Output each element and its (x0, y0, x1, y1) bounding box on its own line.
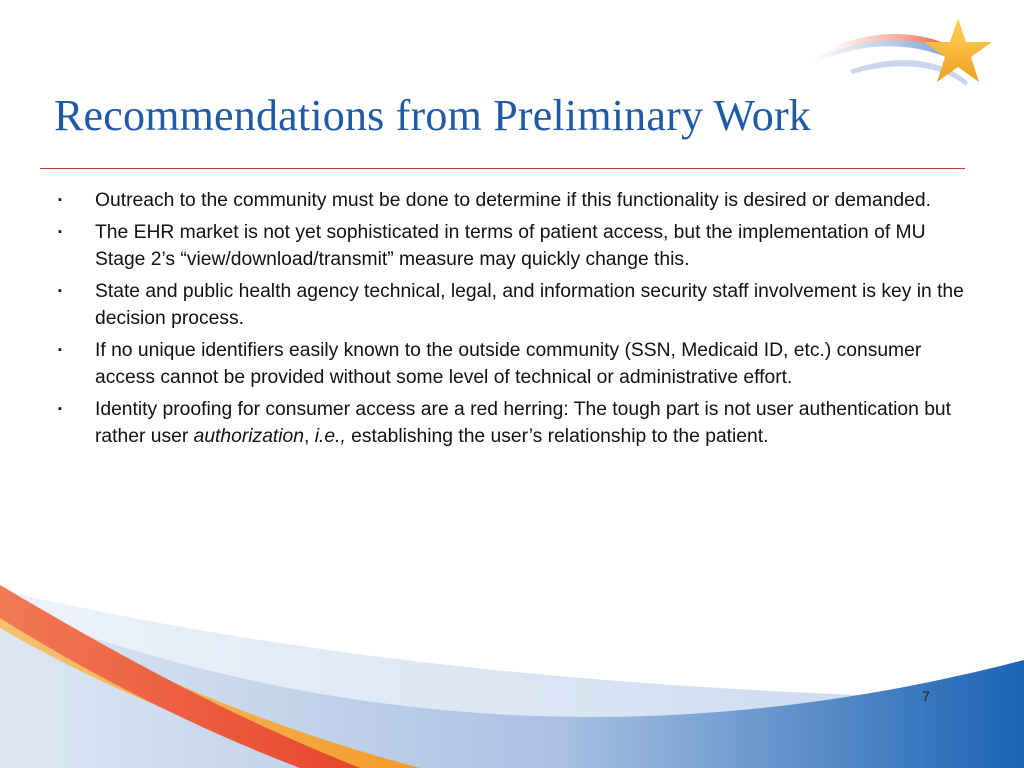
bullet-text: establishing the user’s relationship to the patient. (345, 426, 769, 447)
bullet-marker-icon: ▪ (58, 194, 62, 206)
bullet-text: If no unique identifiers easily known to the outside community (SSN, Medicaid ID, etc.) consumer access cannot be provided without some level of technical or administrative effort. (95, 339, 922, 388)
bullet-marker-icon: ▪ (58, 343, 62, 356)
bullet-text: authorization (193, 426, 304, 447)
bullet-text: i.e., (314, 426, 346, 447)
bullet-list (58, 187, 968, 455)
bullet-item (58, 219, 968, 274)
bullet-marker-icon: ▪ (58, 284, 62, 297)
bullet-marker-icon: ▪ (58, 225, 62, 238)
page-number: 7 (922, 688, 930, 704)
bullet-text: State and public health agency technical, legal, and information security staff involvement is key in the decision process. (95, 280, 964, 329)
bullet-text: , (304, 426, 315, 447)
bullet-item (58, 187, 968, 215)
bullet-item (58, 278, 968, 333)
title-divider (40, 168, 965, 169)
bullet-item (58, 337, 968, 392)
bullet-text: Outreach to the community must be done to determine if this functionality is desired or demanded. (95, 190, 931, 211)
bullet-text: Identity proofing for consumer access are a red herring: The tough part is not user authentication but rather user (95, 398, 952, 447)
slide-title: Recommendations from Preliminary Work (54, 91, 812, 140)
bullet-item (58, 396, 968, 451)
bullet-marker-icon: ▪ (58, 402, 62, 415)
bullet-text: The EHR market is not yet sophisticated in terms of patient access, but the implementation of MU Stage 2’s “view/download/transmit” measure may quickly change this. (95, 221, 926, 270)
